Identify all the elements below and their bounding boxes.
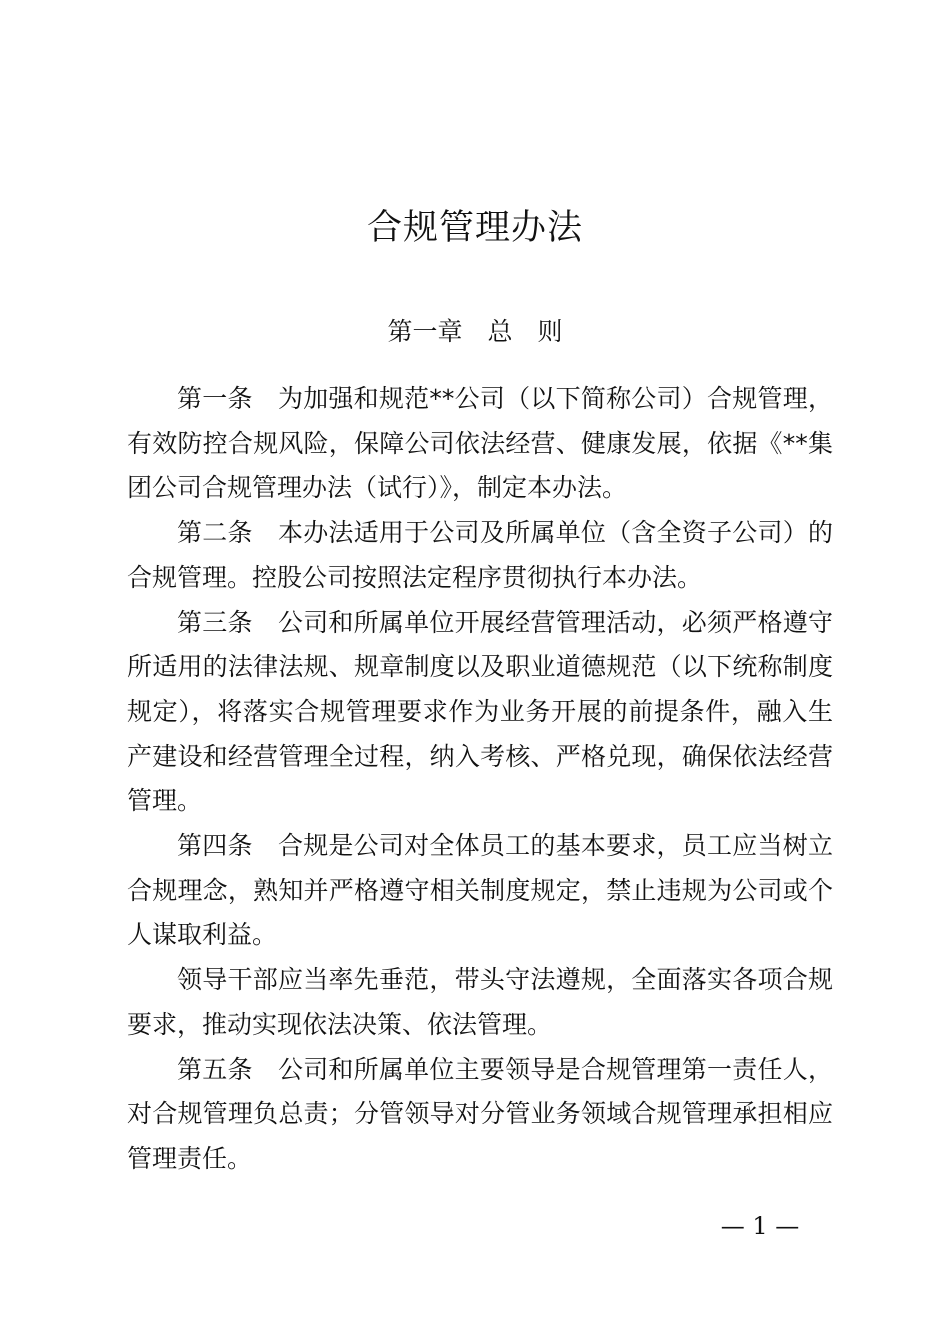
chapter-heading: 第一章 总 则 — [387, 317, 563, 346]
article-5-paragraph: 第五条 公司和所属单位主要领导是合规管理第一责任人，对合规管理负总责；分管领导对分管业务领域合规管理承担相应管理责任。 — [127, 1054, 833, 1173]
page-number: — 1 — — [720, 1212, 800, 1240]
article-2-paragraph: 第二条 本办法适用于公司及所属单位（含全资子公司）的合规管理。控股公司按照法定程序贯彻执行本办法。 — [127, 518, 833, 592]
article-3-paragraph: 第三条 公司和所属单位开展经营管理活动，必须严格遵守所适用的法律法规、规章制度以及职业道德规范（以下统称制度规定），将落实合规管理要求作为业务开展的前提条件，融入生产建设和经营管理全过程，纳入考核、严格兑现，确保依法经营管理。 — [127, 607, 833, 816]
article-1-paragraph: 第一条 为加强和规范**公司（以下简称公司）合规管理，有效防控合规风险，保障公司依法经营、健康发展，依据《**集团公司合规管理办法（试行）》，制定本办法。 — [127, 384, 833, 503]
article-body — [127, 377, 833, 1182]
article-4-continuation-paragraph: 领导干部应当率先垂范，带头守法遵规，全面落实各项合规要求，推动实现依法决策、依法管理。 — [127, 965, 833, 1039]
article-4-paragraph: 第四条 合规是公司对全体员工的基本要求，员工应当树立合规理念，熟知并严格遵守相关制度规定，禁止违规为公司或个人谋取利益。 — [127, 831, 833, 950]
document-title: 合规管理办法 — [366, 208, 583, 248]
